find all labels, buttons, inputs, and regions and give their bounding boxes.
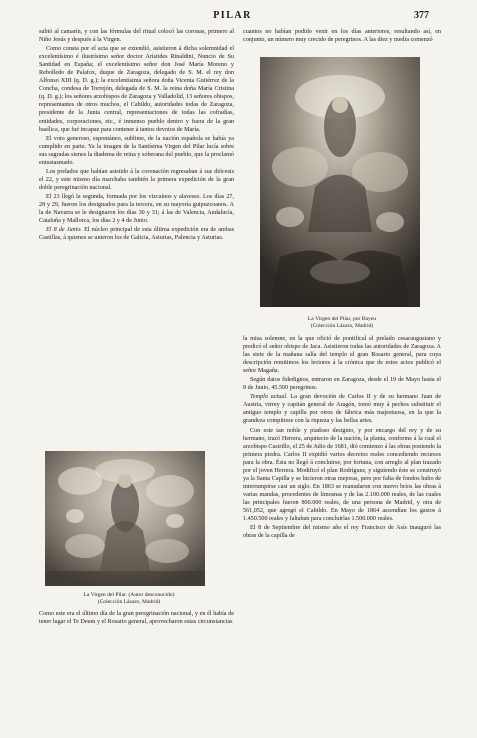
paragraph: cuantos no habían podido venir en los días anteriores, resultando así, en conjunto, un número muy crecido de peregrinos. A las diez y media comenzó [243,29,441,44]
paragraph: El 8 de Septiembre del mismo año el rey Francisco de Asís inauguró las obras de la capilla de [243,525,441,540]
left-column-lower [39,610,234,730]
caption-collection: (Colección Lázaro, Madrid) [310,323,374,329]
paragraph-text: El núcleo principal de esta última expedición era de ambas Castillas, á quienes se unieron los de Galicia, Asturias, Palencia y Asturias. [39,227,234,242]
paragraph-lead: El 8 de Junio. [46,227,82,234]
paragraph: subió al camarín, y con las fórmulas del ritual colocó las coronas, primero al Niño Jesús y después á la Virgen. [39,29,234,44]
paragraph [243,393,441,425]
caption-title: La Virgen del Pilar, por Bayeu [307,316,377,322]
running-header [36,10,429,26]
caption-collection: (Colección Lázaro, Madrid) [97,599,161,605]
left-column-upper [39,28,234,446]
right-column-upper [243,28,441,58]
paragraph: Según datos fidedignos, entraron en Zaragoza, desde el 19 de Mayo hasta el 8 de Junio, 45.500 peregrinos. [243,377,441,392]
paragraph: Los prelados que habían asistido á la coronación regresaban á sus diócesis el 22, y este mismo día marchaba también la primera expedición de la gran doble peregrinación nacional. [39,168,234,191]
paragraph: Con este tan noble y piadoso designio, y por encargo del rey y de su hermano, trazó Herrera, arquitecto de la nación, la planta, conforme á la cual el arzobispo Castrillo, el 25 de Julio de 1681, dió comienzo á las obras poniendo la primera piedra. Carlos II expidió varios decretos reales concediendo recursos para la obra. Ésta no llegó á concluirse, por fortuna, con arreglo al plan trazado por el joven Herrera. Modificó el plan Rodríguez, y siguiendo éste se construyó ya la Santa Capilla y se hicieron otras mejoras, pero por falta de fondos hubo de interrumpirse casi un siglo. En 1863 se reanudaron con nuevo bríos las obras á varias mandas, procedentes de limosnas y de las 2.100.000 reales, de las cuales las principales fueron 800.000 reales, de una persona de Madrid, y otra de 561,052, que agregó el Cabildo. En Mayo de 1864 ascendían los gastos á 1.450.500 reales y faltaban para concluirlas 1.500.000 reales. [243,427,441,523]
page-number: 377 [414,10,429,21]
figure-caption-left [39,592,219,606]
paragraph: Como consta por el acta que se extendió, asistieron á dicha solemnidad el excelentísimo é ilustrísimo señor doctor Arístides Rinaldini, Nuncio de Su Santidad en España; el excelentísimo señor don José María Moreno y Rebolledo de Palafox, duque de Zaragoza, delegado de S. M. el rey don Alfonso XIII (q. D. g.); la excelentísima señora doña Vicenta Gutiérrez de la Concha, condesa de Torrejón, delegada de S. M. la reina doña María Cristina (q. D. g.); los señores arzobispos de Zaragoza y Valladolid, 13 señores obispos, representantes de otros muchos, el Cabildo, autoridades todas de Zaragoza, presidente de la Junta central, representaciones de todas las cofradías, entidades, corporaciones, etc., é inmenso pueblo dentro y fuera de la gran basílica, que fué incapaz para contener á tantos devotos de María. [39,46,234,133]
paragraph: la misa solemne, en la que ofició de pontifical el prelado cesaraugustano y predicó el señor obispo de Jaca. Asistieron todas las autoridades de Zaragoza. A las siete de la mañana salía del templo el gran Rosario general, para cuya descripción remitimos los lectores á la crónica que de estos actos publicó el señor Magaña. [243,336,441,375]
running-title: PILAR [213,10,252,21]
paragraph [39,226,234,242]
paragraph-text: La gran devoción de Carlos II y de su hermano Juan de Austria, virrey y capitán general de Aragón, tomó muy á pechos substituir el antiguo templo y capilla por otros de fábrica más majestuosa, en la que la grandeza compitiese con la riqueza y las bellas artes. [243,394,441,425]
caption-title: La Virgen del Pilar. (Autor desconocido) [83,592,175,598]
paragraph-lead: Templo actual. [250,394,288,401]
paragraph: Como este era el último día de la gran peregrinación nacional, y en él había de tener lugar el Te Deum y el Rosario general, aprovecharon estas circunstancias [39,611,234,626]
painting-virgen-del-pilar-bayeu [260,57,420,307]
paragraph: El 23 llegó la segunda, formada por los vizcaínos y alaveses. Los días 27, 28 y 29, fueron los designados para la tercera, en su mayoría guipuzcoanos. A la de Navarra se le designaron los días 30 y 31; á las de Valencia, Andalucía, Cataluña y Mallorca, los días 2 y 4 de Junio. [39,193,234,225]
painting-virgen-del-pilar-unknown [45,451,205,586]
figure-caption-right [243,316,441,330]
paragraph: El voto generoso, espontáneo, sublime, de la nación española se había ya cumplido en parte. Ya la imagen de la Santísima Virgen del Pilar lucía sobre sus sagradas sienes la diadema de reina y soberana del pueblo, que la proclamó entusiasmado. [39,135,234,166]
right-column-lower [243,335,441,730]
